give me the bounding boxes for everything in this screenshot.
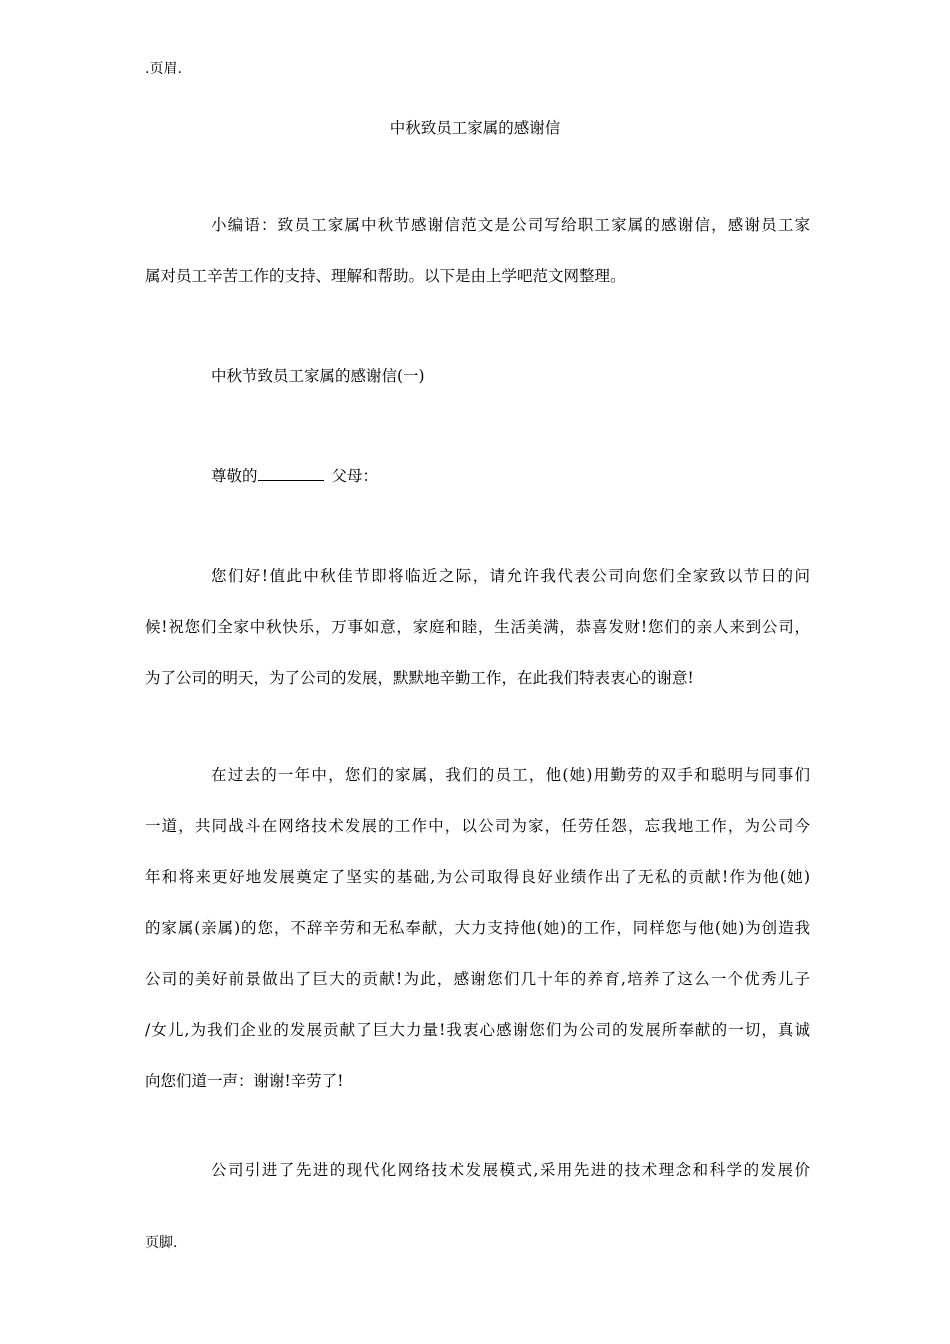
- salutation-prefix: 尊敬的: [211, 467, 258, 485]
- page-header: .页眉.: [145, 61, 182, 77]
- section-title: 中秋节致员工家属的感谢信(一): [211, 367, 425, 385]
- document-title: 中秋致员工家属的感谢信: [389, 119, 561, 137]
- thanks-paragraph: [145, 750, 810, 1107]
- name-blank-line: [258, 466, 324, 481]
- salutation: [145, 451, 810, 502]
- para2-line-6: /女儿,为我们企业的发展贡献了巨大力量!我衷心感谢您们为公司的发展所奉献的一切，真诚: [145, 1021, 810, 1039]
- para2-line-5: 公司的美好前景做出了巨大的贡献!为此，感谢您们几十年的养育,培养了这么一个优秀儿子: [145, 970, 810, 988]
- company-paragraph: [145, 1145, 810, 1196]
- para2-line-2: 一道，共同战斗在网络技术发展的工作中，以公司为家，任劳任怨，忘我地工作，为公司今: [145, 817, 810, 835]
- para2-line-7: 向您们道一声：谢谢!辛劳了!: [145, 1072, 344, 1090]
- para2-line-4: 的家属(亲属)的您，不辞辛劳和无私奉献，大力支持他(她)的工作，同样您与他(她)为创造我: [145, 919, 810, 937]
- para2-line-1: 在过去的一年中，您们的家属，我们的员工，他(她)用勤劳的双手和聪明与同事们: [211, 766, 810, 784]
- greeting-paragraph: [145, 551, 810, 704]
- section-title-paragraph: [145, 351, 810, 402]
- intro-paragraph: [145, 200, 810, 302]
- intro-line-2: 属对员工辛苦工作的支持、理解和帮助。以下是由上学吧范文网整理。: [145, 267, 626, 285]
- salutation-suffix: 父母：: [331, 467, 379, 485]
- para2-line-3: 年和将来更好地发展奠定了坚实的基础,为公司取得良好业绩作出了无私的贡献!作为他(她): [145, 868, 810, 886]
- page-footer: 页脚.: [145, 1235, 178, 1251]
- para1-line-2: 候!祝您们全家中秋快乐，万事如意，家庭和睦，生活美满，恭喜发财!您们的亲人来到公司，: [145, 618, 810, 636]
- para1-line-3: 为了公司的明天，为了公司的发展，默默地辛勤工作，在此我们特表衷心的谢意!: [145, 669, 694, 687]
- intro-line-1: 小编语：致员工家属中秋节感谢信范文是公司写给职工家属的感谢信，感谢员工家: [211, 216, 810, 234]
- para3-line-1: 公司引进了先进的现代化网络技术发展模式,采用先进的技术理念和科学的发展价: [211, 1161, 810, 1179]
- salutation-paragraph: [145, 451, 810, 502]
- para1-line-1: 您们好!值此中秋佳节即将临近之际，请允许我代表公司向您们全家致以节日的问: [211, 567, 810, 585]
